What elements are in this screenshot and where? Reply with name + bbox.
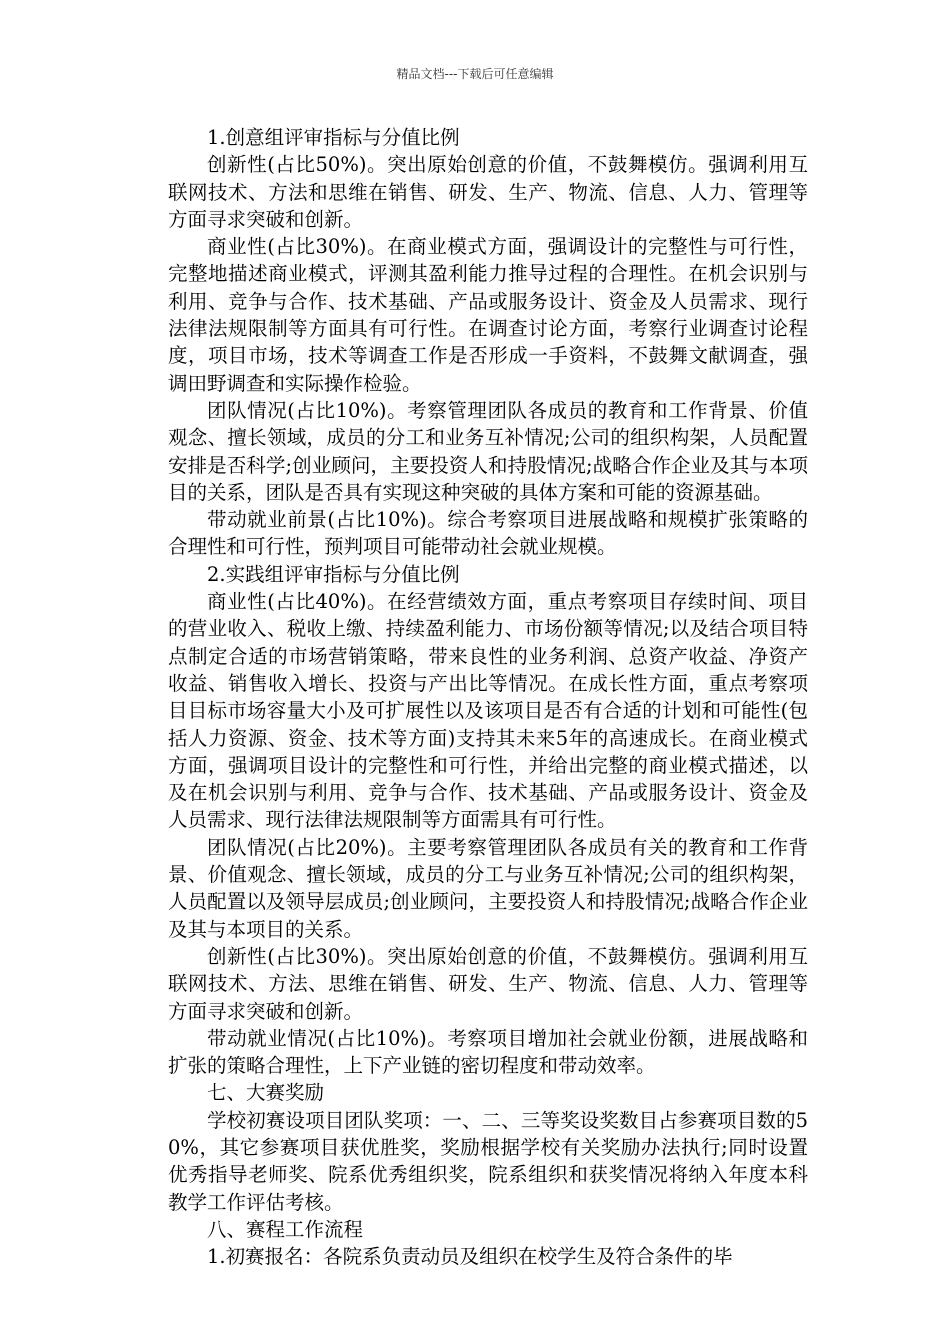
- page-header: 精品文档---下载后可任意编辑: [396, 67, 554, 81]
- paragraph-registration: 1.初赛报名：各院系负责动员及组织在校学生及符合条件的毕: [207, 1245, 733, 1269]
- heading-practice-group-criteria: 2.实践组评审指标与分值比例: [207, 562, 460, 586]
- paragraph-employment-practice: 带动就业情况(占比10%)。考察项目增加社会就业份额，进展战略和扩张的策略合理性，上下产业链的密切程度和带动效率。: [168, 1026, 808, 1078]
- heading-awards: 七、大赛奖励: [207, 1081, 325, 1105]
- paragraph-awards: 学校初赛设项目团队奖项：一、二、三等奖设奖数目占参赛项目数的50%，其它参赛项目获优胜奖，奖励根据学校有关奖励办法执行;同时设置优秀指导老师奖、院系优秀组织奖，院系组织和获奖情况将纳入年度本科教学工作评估考核。: [168, 1108, 808, 1214]
- heading-workflow: 八、赛程工作流程: [207, 1217, 364, 1241]
- document-body: [168, 124, 808, 1270]
- paragraph-team-practice: 团队情况(占比20%)。主要考察管理团队各成员有关的教育和工作背景、价值观念、擅长领域，成员的分工与业务互补情况;公司的组织构架，人员配置以及领导层成员;创业顾问，主要投资人和持股情况;战略合作企业及其与本项目的关系。: [168, 835, 808, 941]
- heading-creative-group-criteria: 1.创意组评审指标与分值比例: [207, 126, 460, 149]
- paragraph-commercial-creative: 商业性(占比30%)。在商业模式方面，强调设计的完整性与可行性，完整地描述商业模式，评测其盈利能力推导过程的合理性。在机会识别与利用、竞争与合作、技术基础、产品或服务设计、资金及人员需求、现行法律法规限制等方面具有可行性。在调查讨论方面，考察行业调查讨论程度，项目市场，技术等调查工作是否形成一手资料，不鼓舞文献调查，强调田野调查和实际操作检验。: [168, 235, 808, 395]
- paragraph-team-creative: 团队情况(占比10%)。考察管理团队各成员的教育和工作背景、价值观念、擅长领域，成员的分工和业务互补情况;公司的组织构架，人员配置安排是否科学;创业顾问，主要投资人和持股情况;战略合作企业及其与本项目的关系，团队是否具有实现这种突破的具体方案和可能的资源基础。: [168, 398, 808, 504]
- paragraph-innovation-creative: 创新性(占比50%)。突出原始创意的价值，不鼓舞模仿。强调利用互联网技术、方法和思维在销售、研发、生产、物流、信息、人力、管理等方面寻求突破和创新。: [168, 153, 808, 231]
- paragraph-commercial-practice: 商业性(占比40%)。在经营绩效方面，重点考察项目存续时间、项目的营业收入、税收上缴、持续盈利能力、市场份额等情况;以及结合项目特点制定合适的市场营销策略，带来良性的业务利润、总资产收益、净资产收益、销售收入增长、投资与产出比等情况。在成长性方面，重点考察项目目标市场容量大小及可扩展性以及该项目是否有合适的计划和可能性(包括人力资源、资金、技术等方面)支持其未来5年的高速成长。在商业模式方面，强调项目设计的完整性和可行性，并给出完整的商业模式描述，以及在机会识别与利用、竞争与合作、技术基础、产品或服务设计、资金及人员需求、现行法律法规限制等方面需具有可行性。: [168, 590, 808, 832]
- paragraph-employment-creative: 带动就业前景(占比10%)。综合考察项目进展战略和规模扩张策略的合理性和可行性，预判项目可能带动社会就业规模。: [168, 508, 808, 559]
- paragraph-innovation-practice: 创新性(占比30%)。突出原始创意的价值，不鼓舞模仿。强调利用互联网技术、方法、思维在销售、研发、生产、物流、信息、人力、管理等方面寻求突破和创新。: [168, 944, 808, 1023]
